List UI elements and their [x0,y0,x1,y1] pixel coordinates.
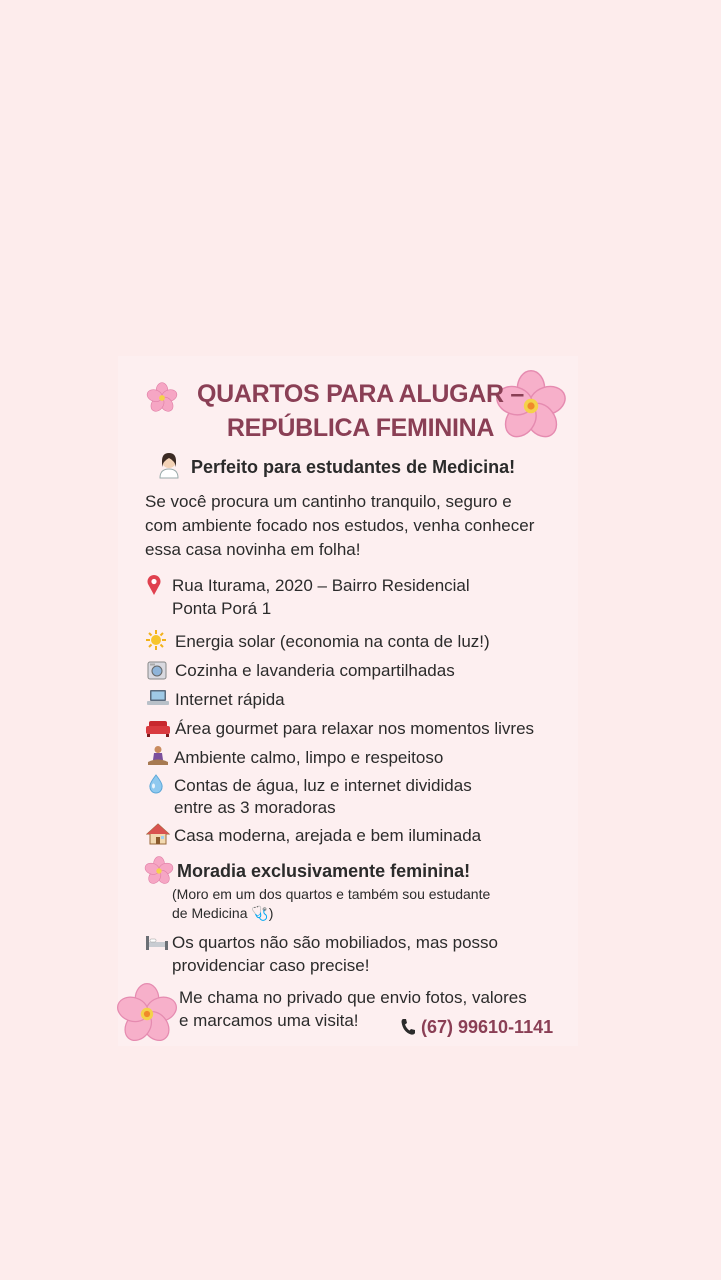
address-line-2: Ponta Porá 1 [172,599,272,618]
sofa-icon [145,719,171,737]
feature-bills-line-1: Contas de água, luz e internet divididas [174,776,472,795]
meditation-icon [147,745,169,767]
location-pin-icon [146,574,162,596]
exclusive-title: Moradia exclusivamente feminina! [177,861,471,881]
exclusive-note-line-2: de Medicina 🩺) [172,905,274,921]
feature-environment: Ambiente calmo, limpo e respeitoso [174,748,444,767]
contact-line-2: e marcamos uma visita! [179,1011,359,1030]
title-line-2: REPÚBLICA FEMININA [226,414,495,442]
address-line-1: Rua Iturama, 2020 – Bairro Residencial [172,576,470,595]
feature-gourmet: Área gourmet para relaxar nos momentos livres [175,719,535,738]
phone-icon [400,1018,416,1036]
bed-icon [145,933,169,951]
feature-bills-line-2: entre as 3 moradoras [174,798,336,817]
feature-solar: Energia solar (economia na conta de luz!) [175,632,490,651]
laptop-icon [146,688,170,708]
title-line-1: QUARTOS PARA ALUGAR – [196,380,525,408]
subtitle: Perfeito para estudantes de Medicina! [191,457,516,477]
droplet-icon [148,774,164,794]
sun-icon [145,629,167,651]
feature-house: Casa moderna, arejada e bem iluminada [174,826,482,845]
doctor-icon [156,451,182,479]
flower-icon-contact [116,983,178,1045]
washing-icon [146,659,168,681]
intro-line-2: com ambiente focado nos estudos, venha conhecer [145,516,535,535]
exclusive-note-line-1: (Moro em um dos quartos e também sou estudante [172,886,491,902]
rooms-line-1: Os quartos não são mobiliados, mas posso [172,933,499,952]
flower-icon-exclusive [144,856,174,886]
feature-internet: Internet rápida [175,690,285,709]
intro-line-3: essa casa novinha em folha! [145,540,361,559]
rooms-line-2: providenciar caso precise! [172,956,370,975]
phone-number[interactable]: (67) 99610-1141 [421,1017,554,1037]
contact-line-1: Me chama no privado que envio fotos, valores [179,988,527,1007]
feature-kitchen: Cozinha e lavanderia compartilhadas [175,661,455,680]
intro-line-1: Se você procura um cantinho tranquilo, seguro e [145,492,512,511]
house-icon [146,823,170,845]
